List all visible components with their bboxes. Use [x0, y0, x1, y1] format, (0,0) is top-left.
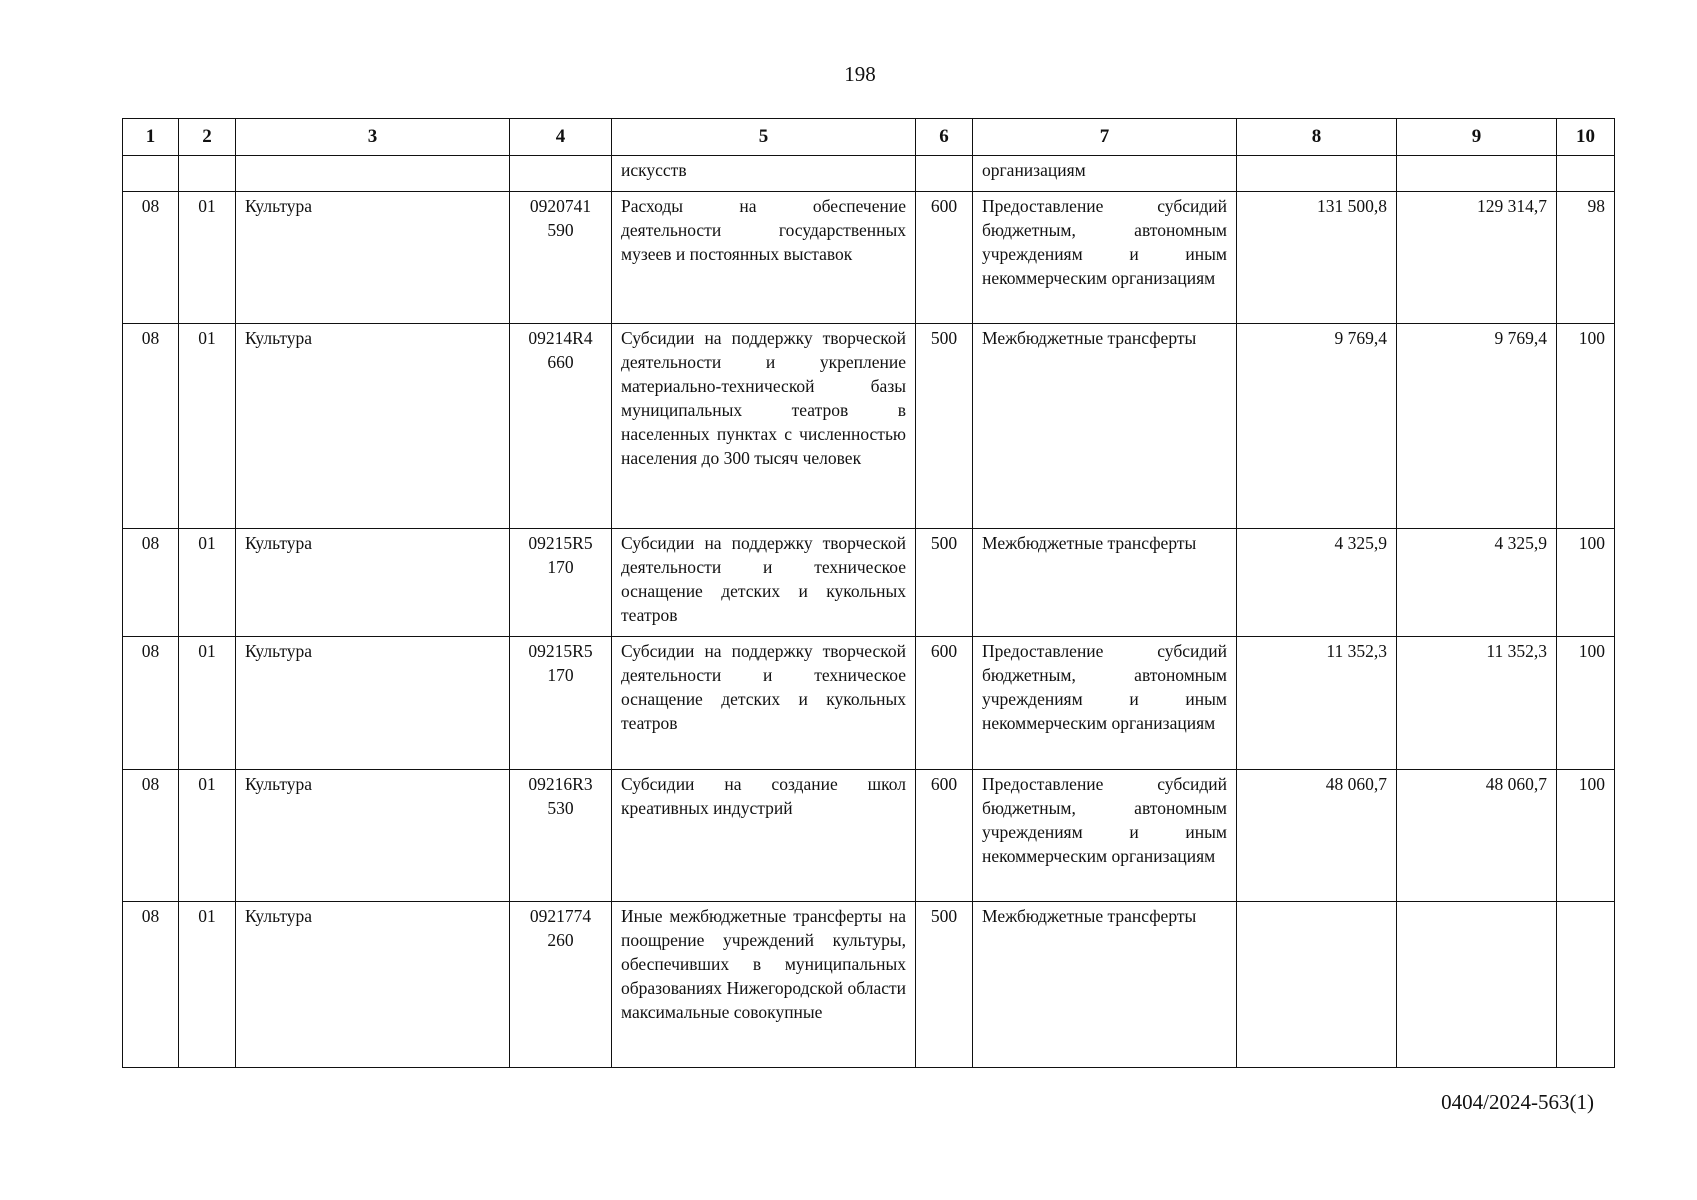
cell-subsection: 01: [179, 529, 236, 637]
header-cell: 2: [179, 119, 236, 156]
cell-description: Субсидии на поддержку творческой деятельности и техническое оснащение детских и кукольных театров: [612, 637, 916, 770]
cell-value-plan: 131 500,8: [1237, 192, 1397, 324]
cell-description: Иные межбюджетные трансферты на поощрение учреждений культуры, обеспечивших в муниципальных образованиях Нижегородской области максимальные совокупные: [612, 902, 916, 1068]
header-cell: 6: [916, 119, 973, 156]
cell-code: 09215R5 170: [510, 529, 612, 637]
table-row: [123, 324, 1615, 529]
cell-subsection: 01: [179, 770, 236, 902]
cell-percent: 100: [1557, 324, 1615, 529]
cell-code: 0921774 260: [510, 902, 612, 1068]
cell-percent: 98: [1557, 192, 1615, 324]
cell-subsection: 01: [179, 902, 236, 1068]
table-row: [123, 529, 1615, 637]
cell-type-code: 600: [916, 770, 973, 902]
cell-percent: 100: [1557, 770, 1615, 902]
cell-value-plan: 48 060,7: [1237, 770, 1397, 902]
cell-percent: 100: [1557, 637, 1615, 770]
cell-section: 08: [123, 902, 179, 1068]
cell-subsection: 01: [179, 192, 236, 324]
cell-name: Культура: [236, 324, 510, 529]
cell-code: 09216R3 530: [510, 770, 612, 902]
cell-name: Культура: [236, 637, 510, 770]
header-cell: 5: [612, 119, 916, 156]
cell-type-code: 500: [916, 902, 973, 1068]
cell-value-plan: 4 325,9: [1237, 529, 1397, 637]
cell-subsection: 01: [179, 637, 236, 770]
cell-value-actual: 129 314,7: [1397, 192, 1557, 324]
cell-section: 08: [123, 529, 179, 637]
cell-subsection: 01: [179, 324, 236, 529]
cell-type-code: 600: [916, 192, 973, 324]
cell-description: Субсидии на поддержку творческой деятельности и укрепление материально-технической базы муниципальных театров в населенных пунктах с численностью населения до 300 тысяч человек: [612, 324, 916, 529]
header-cell: 7: [973, 119, 1237, 156]
cell-value-plan: [1237, 902, 1397, 1068]
continuation-row: [123, 156, 1615, 192]
cell-value-actual: 9 769,4: [1397, 324, 1557, 529]
cell-description: Расходы на обеспечение деятельности государственных музеев и постоянных выставок: [612, 192, 916, 324]
cell-expense-type: организациям: [973, 156, 1237, 192]
cell-name: Культура: [236, 902, 510, 1068]
cell-type-code: 500: [916, 324, 973, 529]
cell-description: искусств: [612, 156, 916, 192]
cell-value-actual: 11 352,3: [1397, 637, 1557, 770]
cell-section: 08: [123, 637, 179, 770]
cell-code: 09215R5 170: [510, 637, 612, 770]
cell-value-plan: 11 352,3: [1237, 637, 1397, 770]
document-code: 0404/2024-563(1): [1441, 1090, 1594, 1114]
cell-description: Субсидии на поддержку творческой деятельности и техническое оснащение детских и кукольных театров: [612, 529, 916, 637]
header-row: [123, 119, 1615, 156]
cell-expense-type: Предоставление субсидий бюджетным, автономным учреждениям и иным некоммерческим организациям: [973, 192, 1237, 324]
cell-code: 09214R4 660: [510, 324, 612, 529]
cell-section: 08: [123, 192, 179, 324]
table-row: [123, 637, 1615, 770]
header-cell: 9: [1397, 119, 1557, 156]
cell-name: Культура: [236, 192, 510, 324]
cell-section: 08: [123, 770, 179, 902]
cell-expense-type: Межбюджетные трансферты: [973, 324, 1237, 529]
cell-value-plan: 9 769,4: [1237, 324, 1397, 529]
cell-expense-type: Предоставление субсидий бюджетным, автономным учреждениям и иным некоммерческим организациям: [973, 637, 1237, 770]
cell-code: 0920741 590: [510, 192, 612, 324]
cell-description: Субсидии на создание школ креативных индустрий: [612, 770, 916, 902]
cell-name: Культура: [236, 770, 510, 902]
cell-value-actual: 48 060,7: [1397, 770, 1557, 902]
cell-type-code: 500: [916, 529, 973, 637]
cell-expense-type: Предоставление субсидий бюджетным, автономным учреждениям и иным некоммерческим организациям: [973, 770, 1237, 902]
cell-name: Культура: [236, 529, 510, 637]
table-row: [123, 902, 1615, 1068]
header-cell: 4: [510, 119, 612, 156]
table-row: [123, 770, 1615, 902]
cell-expense-type: Межбюджетные трансферты: [973, 902, 1237, 1068]
cell-value-actual: [1397, 902, 1557, 1068]
header-cell: 3: [236, 119, 510, 156]
cell-expense-type: Межбюджетные трансферты: [973, 529, 1237, 637]
cell-section: 08: [123, 324, 179, 529]
header-cell: 1: [123, 119, 179, 156]
header-cell: 8: [1237, 119, 1397, 156]
cell-percent: 100: [1557, 529, 1615, 637]
header-cell: 10: [1557, 119, 1615, 156]
page-number: 198: [844, 62, 876, 86]
cell-value-actual: 4 325,9: [1397, 529, 1557, 637]
cell-percent: [1557, 902, 1615, 1068]
budget-table: [122, 118, 1615, 1068]
table-row: [123, 192, 1615, 324]
cell-type-code: 600: [916, 637, 973, 770]
